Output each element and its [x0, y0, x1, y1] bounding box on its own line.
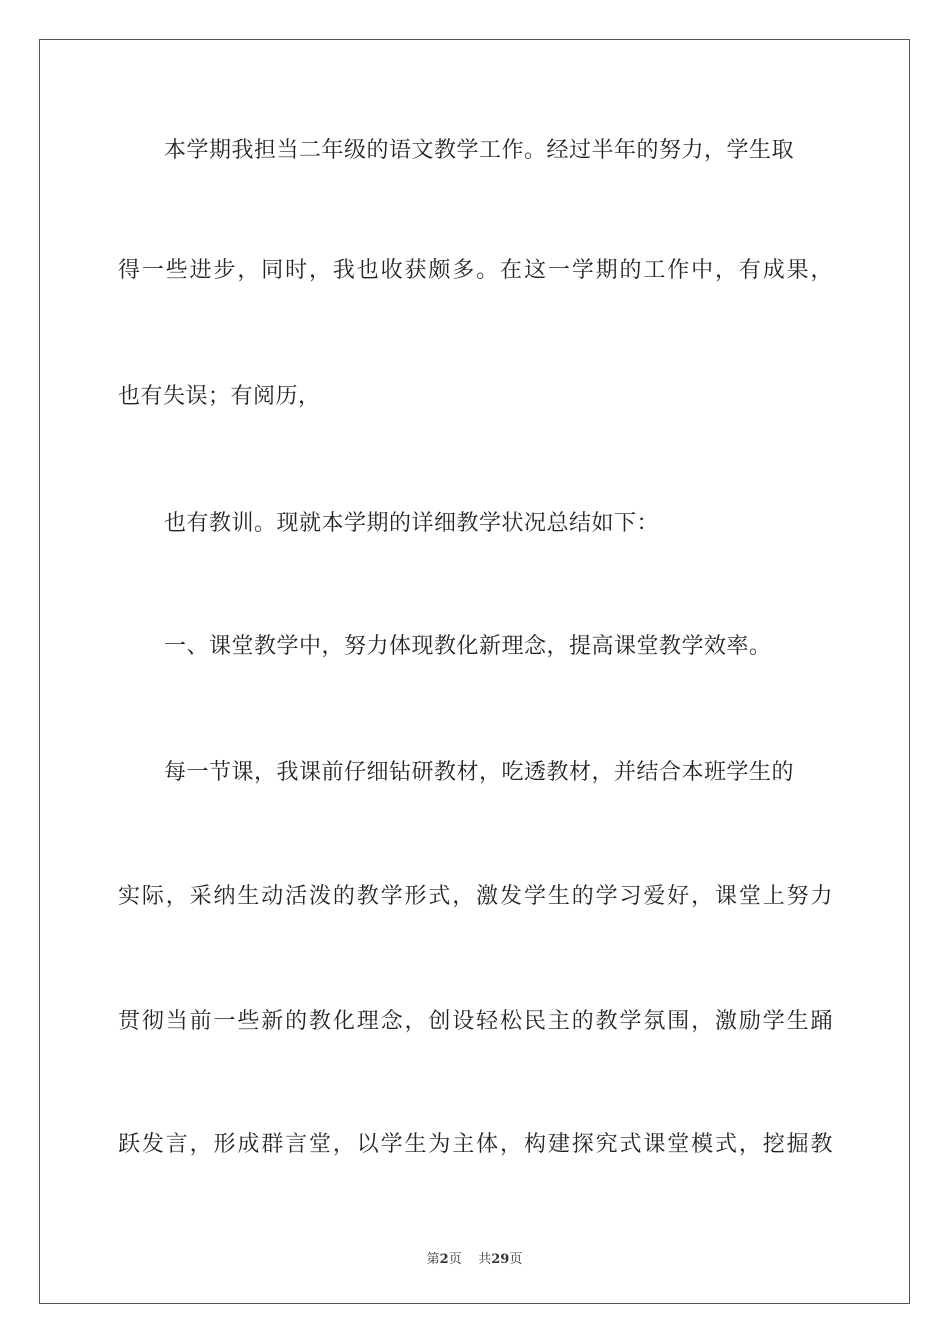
paragraph-line-3: 也有失误；有阅历， — [118, 384, 321, 409]
page-number: 2 — [439, 1252, 449, 1267]
paragraph-line-1: 本学期我担当二年级的语文教学工作。经过半年的努力，学生取 — [164, 138, 795, 163]
paragraph-line-5: 每一节课，我课前仔细钻研教材，吃透教材，并结合本班学生的 — [164, 760, 795, 785]
paragraph-line-8: 跃发言，形成群言堂，以学生为主体，构建探究式课堂模式，挖掘教 — [118, 1132, 833, 1157]
document-page — [39, 39, 910, 1304]
page-prefix: 第 — [426, 1252, 440, 1267]
total-prefix: 共 — [478, 1252, 492, 1267]
page-suffix: 页 — [448, 1252, 462, 1267]
paragraph-line-4: 也有教训。现就本学期的详细教学状况总结如下： — [164, 511, 660, 536]
paragraph-line-6: 实际，采纳生动活泼的教学形式，激发学生的学习爱好，课堂上努力 — [118, 884, 833, 909]
section-heading-1: 一、课堂教学中，努力体现教化新理念，提高课堂教学效率。 — [164, 634, 772, 659]
paragraph-line-2: 得一些进步，同时，我也收获颇多。在这一学期的工作中，有成果， — [118, 258, 833, 283]
paragraph-line-7: 贯彻当前一些新的教化理念，创设轻松民主的教学氛围，激励学生踊 — [118, 1009, 833, 1034]
total-pages: 29 — [491, 1252, 510, 1267]
total-suffix: 页 — [509, 1252, 523, 1267]
page-footer — [40, 1248, 909, 1267]
